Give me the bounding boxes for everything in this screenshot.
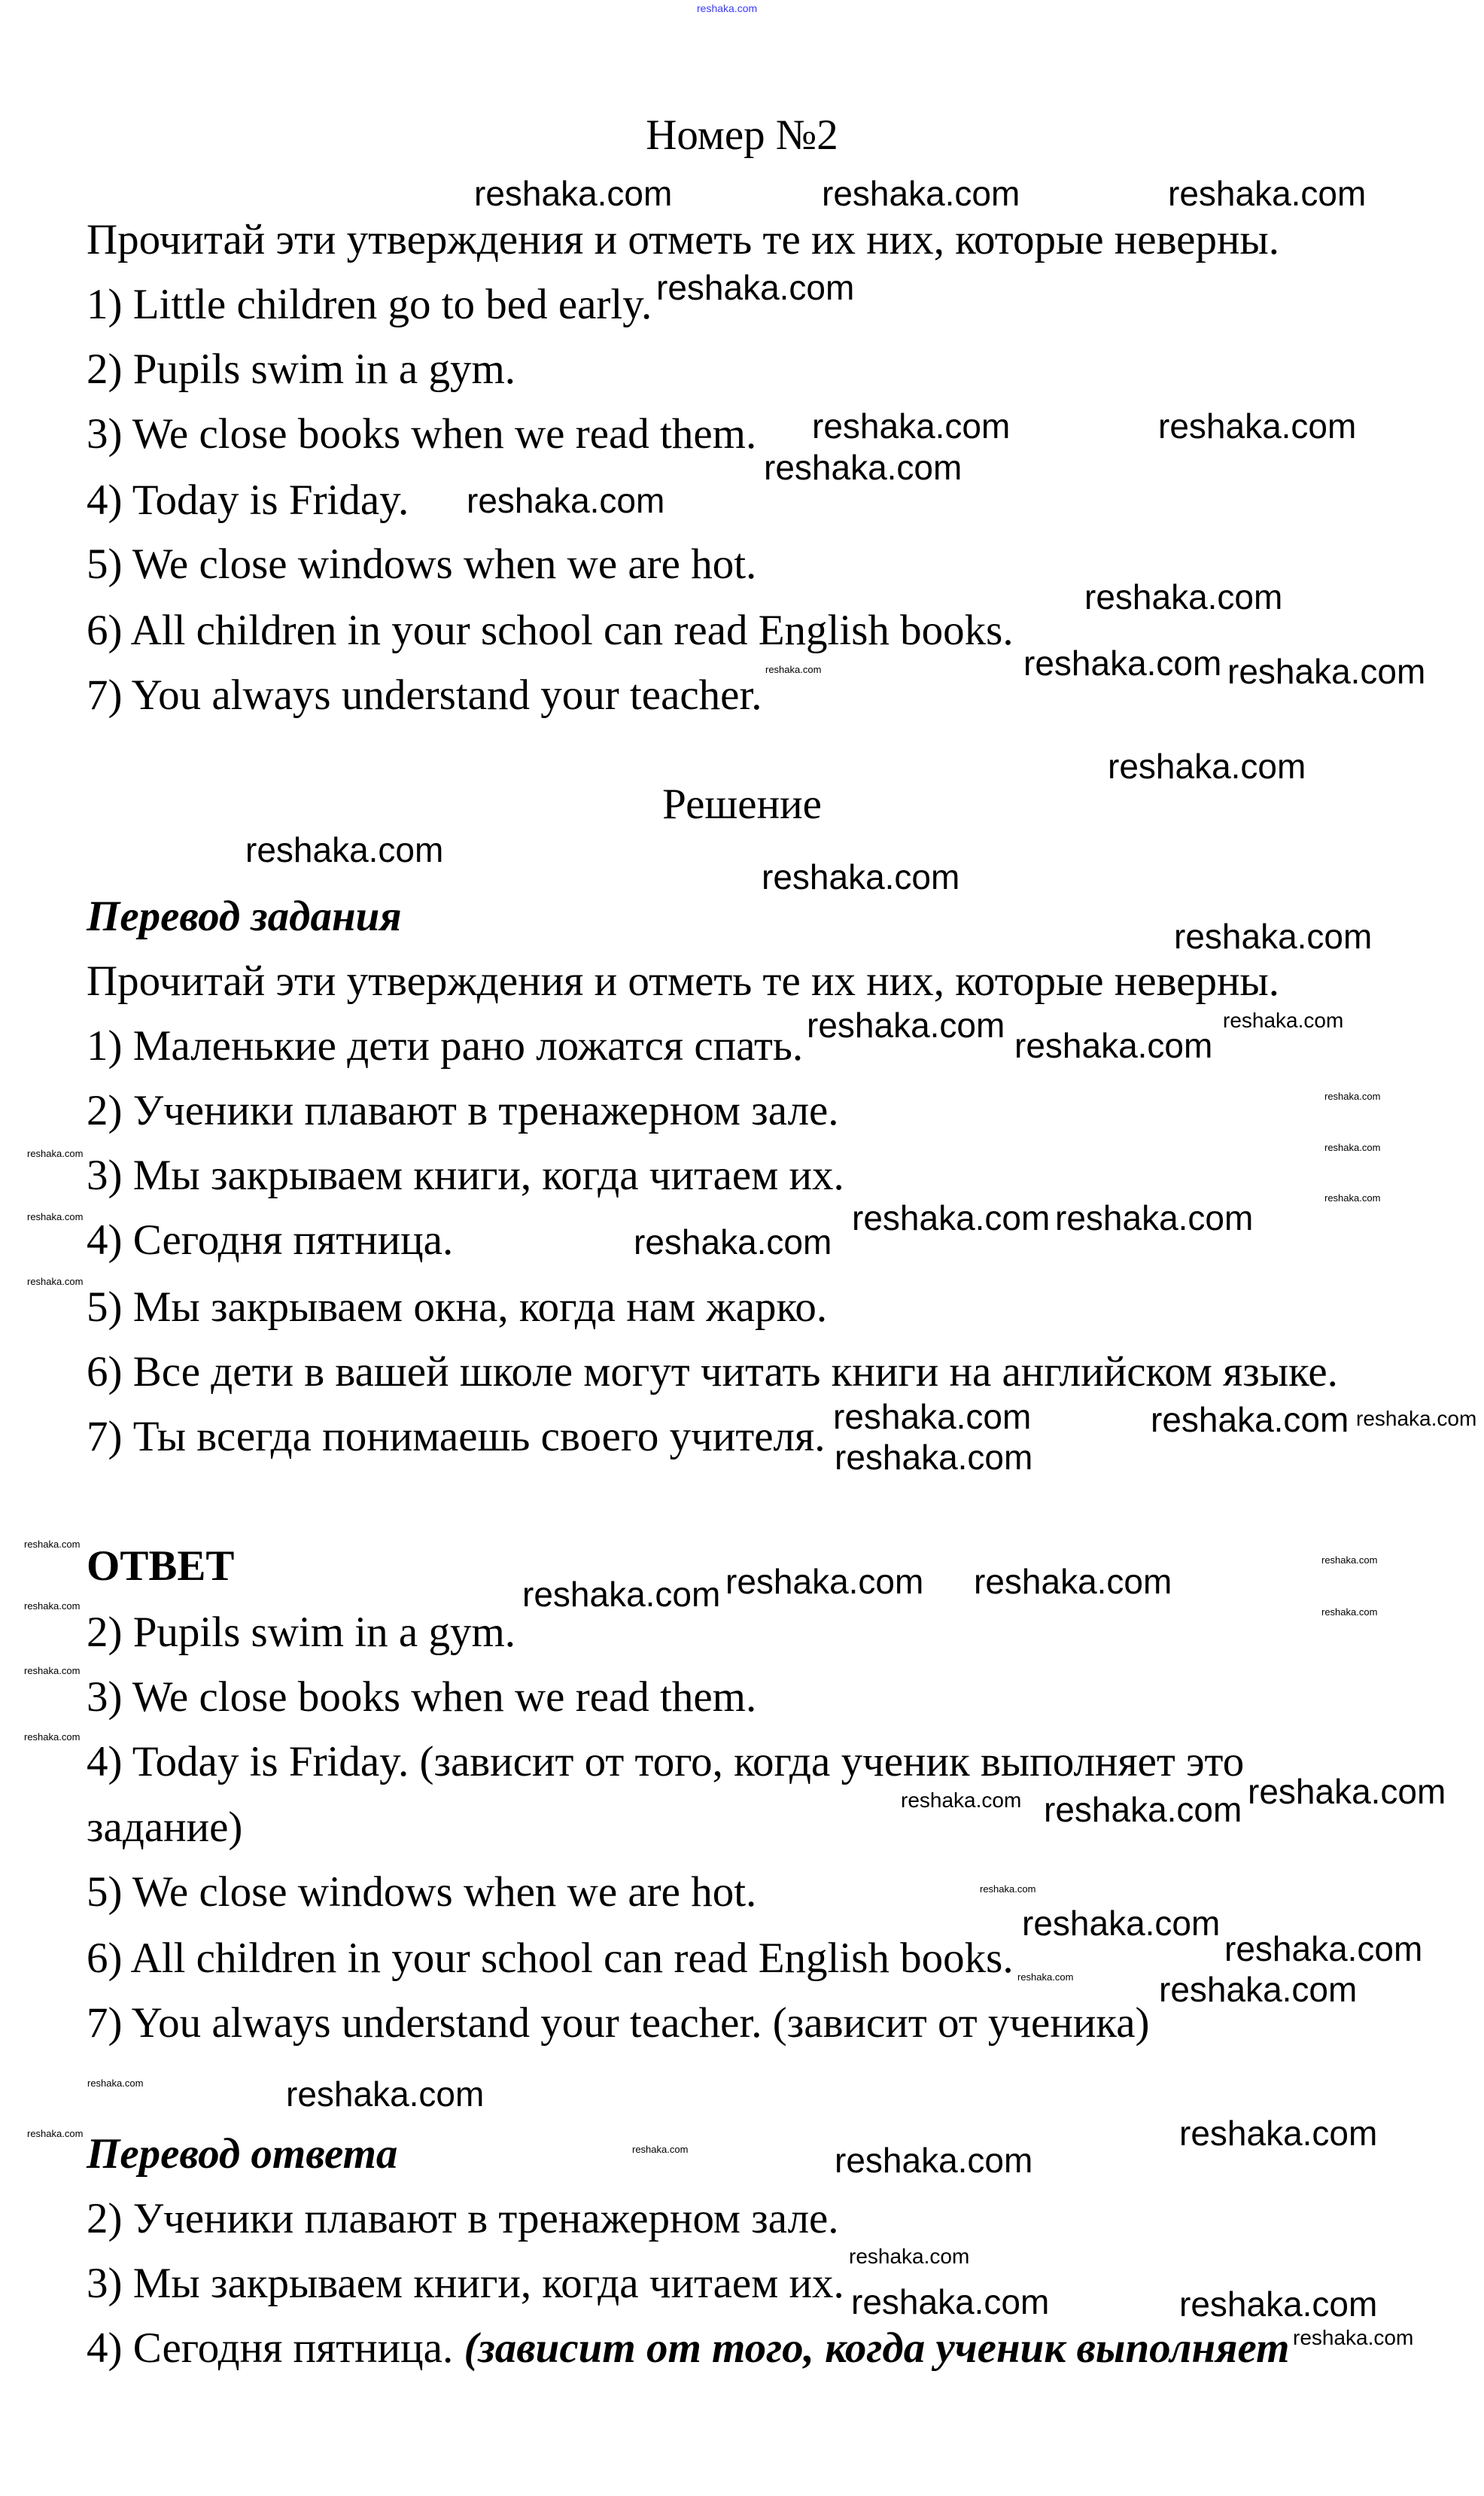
answer-item: 5) We close windows when we are hot. — [87, 1868, 757, 1916]
answer-translation-text: 4) Сегодня пятница. — [87, 2324, 464, 2372]
answer-item-continuation: задание) — [87, 1804, 243, 1851]
answer-translation-item — [87, 2322, 1289, 2375]
watermark: reshaka.com — [27, 1276, 84, 1287]
task-item: 3) We close books when we read them. — [87, 410, 757, 458]
watermark: reshaka.com — [1227, 652, 1426, 691]
watermark: reshaka.com — [822, 174, 1020, 213]
watermark: reshaka.com — [474, 174, 673, 213]
watermark: reshaka.com — [1321, 1606, 1378, 1618]
watermark[interactable]: reshaka.com — [697, 2, 758, 14]
task-item: 2) Pupils swim in a gym. — [87, 345, 516, 393]
translation-instruction: Прочитай эти утверждения и отметь те их них, которые неверны. — [87, 957, 1280, 1005]
watermark: reshaka.com — [24, 1539, 81, 1550]
watermark: reshaka.com — [1044, 1790, 1242, 1829]
translation-item: 1) Маленькие дети рано ложатся спать. — [87, 1022, 804, 1070]
watermark: reshaka.com — [901, 1788, 1022, 1812]
page-title: Номер №2 — [646, 111, 838, 159]
translation-item: 4) Сегодня пятница. — [87, 1216, 454, 1264]
watermark: reshaka.com — [1356, 1407, 1477, 1430]
task-instruction: Прочитай эти утверждения и отметь те их них, которые неверны. — [87, 216, 1280, 263]
task-item: 7) You always understand your teacher. — [87, 671, 762, 719]
watermark: reshaka.com — [1174, 917, 1373, 956]
watermark: reshaka.com — [1151, 1400, 1349, 1439]
watermark: reshaka.com — [24, 1731, 81, 1743]
watermark: reshaka.com — [1179, 2114, 1378, 2153]
answer-translation-item: 2) Ученики плавают в тренажерном зале. — [87, 2195, 839, 2242]
answer-translation-note: (зависит от того, когда ученик выполняет — [464, 2324, 1290, 2372]
watermark: reshaka.com — [1224, 1929, 1423, 1968]
watermark: reshaka.com — [980, 1883, 1036, 1895]
translation-item: 3) Мы закрываем книги, когда читаем их. — [87, 1152, 844, 1199]
watermark: reshaka.com — [27, 2128, 84, 2139]
answer-translation-item: 3) Мы закрываем книги, когда читаем их. — [87, 2260, 844, 2307]
answer-item: 7) You always understand your teacher. (зависит от ученика) — [87, 1999, 1150, 2047]
watermark: reshaka.com — [632, 2144, 689, 2155]
watermark: reshaka.com — [1108, 747, 1306, 786]
watermark: reshaka.com — [1321, 1554, 1378, 1566]
watermark: reshaka.com — [833, 1397, 1032, 1436]
task-item: 1) Little children go to bed early. — [87, 281, 652, 328]
watermark: reshaka.com — [762, 857, 960, 896]
watermark: reshaka.com — [1168, 174, 1367, 213]
watermark: reshaka.com — [1023, 644, 1222, 683]
watermark: reshaka.com — [87, 2077, 144, 2089]
watermark: reshaka.com — [1084, 577, 1283, 616]
watermark: reshaka.com — [27, 1211, 84, 1222]
watermark: reshaka.com — [286, 2074, 485, 2114]
watermark: reshaka.com — [522, 1575, 721, 1614]
watermark: reshaka.com — [851, 2282, 1050, 2321]
watermark: reshaka.com — [725, 1562, 924, 1601]
answer-item: 3) We close books when we read them. — [87, 1673, 757, 1721]
translation-item: 5) Мы закрываем окна, когда нам жарко. — [87, 1283, 828, 1331]
watermark: reshaka.com — [835, 1438, 1033, 1477]
watermark: reshaka.com — [1324, 1192, 1381, 1204]
watermark: reshaka.com — [1014, 1026, 1213, 1065]
watermark: reshaka.com — [835, 2141, 1033, 2180]
watermark: reshaka.com — [849, 2245, 970, 2268]
solution-heading: Решение — [662, 781, 822, 828]
watermark: reshaka.com — [807, 1006, 1005, 1045]
translation-item: 7) Ты всегда понимаешь своего учителя. — [87, 1413, 826, 1460]
watermark: reshaka.com — [245, 830, 444, 869]
watermark: reshaka.com — [27, 1148, 84, 1159]
watermark: reshaka.com — [1324, 1091, 1381, 1102]
watermark: reshaka.com — [765, 664, 822, 675]
watermark: reshaka.com — [1017, 1971, 1074, 1983]
task-item: 5) We close windows when we are hot. — [87, 540, 757, 588]
task-item: 6) All children in your school can read English books. — [87, 607, 1014, 654]
answer-item: 2) Pupils swim in a gym. — [87, 1609, 516, 1656]
watermark: reshaka.com — [1158, 406, 1357, 446]
watermark: reshaka.com — [634, 1222, 832, 1262]
answer-translation-heading: Перевод ответа — [87, 2130, 398, 2178]
translation-item: 6) Все дети в вашей школе могут читать книги на английском языке. — [87, 1348, 1338, 1396]
answer-item: 4) Today is Friday. (зависит от того, когда ученик выполняет это — [87, 1738, 1245, 1785]
answer-heading: ОТВЕТ — [87, 1542, 235, 1590]
watermark: reshaka.com — [852, 1198, 1051, 1237]
watermark: reshaka.com — [467, 481, 665, 520]
watermark: reshaka.com — [656, 268, 855, 307]
watermark: reshaka.com — [812, 406, 1011, 446]
translation-item: 2) Ученики плавают в тренажерном зале. — [87, 1087, 839, 1134]
watermark: reshaka.com — [1223, 1009, 1344, 1032]
watermark: reshaka.com — [1293, 2326, 1414, 2349]
watermark: reshaka.com — [1324, 1142, 1381, 1153]
watermark: reshaka.com — [1248, 1772, 1446, 1811]
watermark: reshaka.com — [974, 1562, 1172, 1601]
answer-item: 6) All children in your school can read English books. — [87, 1934, 1014, 1982]
watermark: reshaka.com — [24, 1665, 81, 1676]
watermark: reshaka.com — [1055, 1198, 1254, 1237]
translation-heading: Перевод задания — [87, 893, 402, 940]
watermark: reshaka.com — [1179, 2284, 1378, 2324]
watermark: reshaka.com — [764, 448, 962, 487]
watermark: reshaka.com — [1159, 1970, 1358, 2009]
watermark: reshaka.com — [1022, 1904, 1221, 1943]
watermark: reshaka.com — [24, 1600, 81, 1612]
task-item: 4) Today is Friday. — [87, 476, 409, 524]
